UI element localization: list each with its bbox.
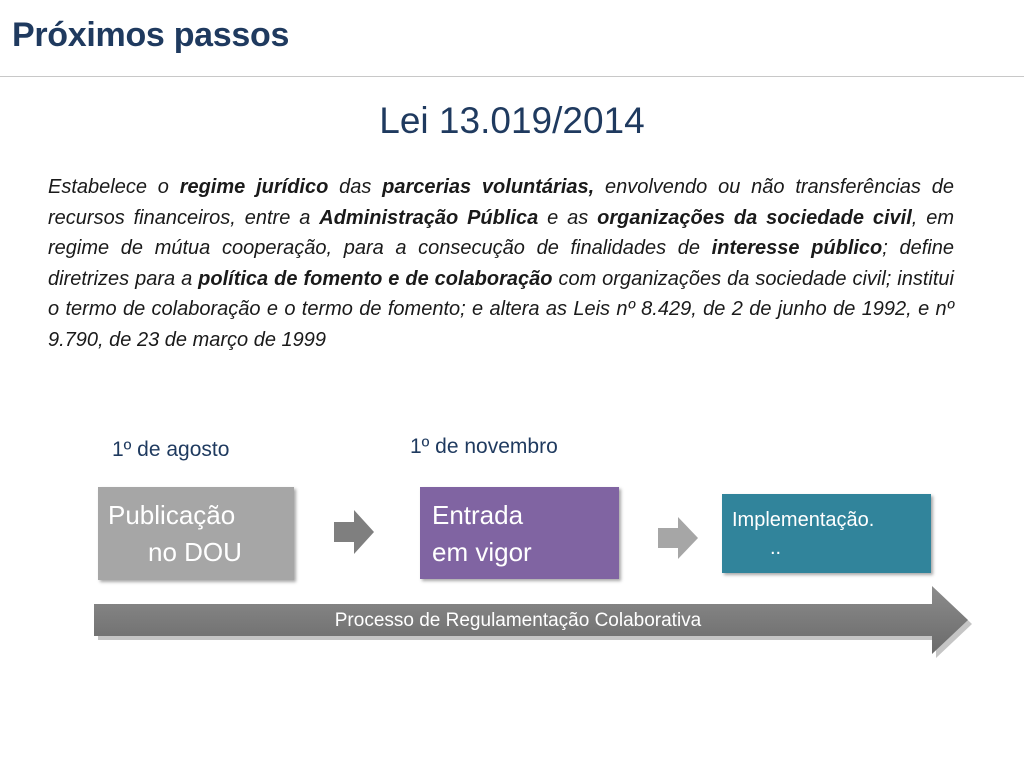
desc-seg: com organizações da sociedade civil; institui o termo de colaboração e o termo de fomento; e altera as Leis nº 8.429, de 2 de junho de 1992, e nº 9.790, de 23 de março de 1999 — [48, 267, 954, 351]
desc-seg-bold: Administração Pública — [319, 206, 539, 229]
desc-seg: das — [328, 176, 383, 198]
desc-seg: Estabelece o — [48, 176, 180, 198]
step-publication — [98, 487, 294, 580]
step-publication-line1: Publicação — [108, 500, 236, 530]
date-label-publication: 1º de agosto — [112, 438, 230, 461]
law-description — [48, 172, 954, 355]
desc-seg: , em regime de mútua cooperação, para a consecução de finalidades de — [48, 206, 955, 259]
law-title: Lei 13.019/2014 — [379, 100, 645, 141]
right-arrow-icon — [332, 508, 376, 556]
desc-seg-bold: interesse público — [711, 237, 883, 259]
page-title: Próximos passos — [12, 16, 290, 54]
desc-seg-bold: política de fomento e de colaboração — [198, 267, 553, 290]
process-label: Processo de Regulamentação Colaborativa — [334, 610, 702, 631]
step-implementation-line2: .. — [770, 537, 782, 559]
step-implementation-line1: Implementação. — [732, 509, 875, 531]
step-entry-into-force — [420, 487, 619, 579]
desc-seg-bold: parcerias voluntárias, — [382, 176, 595, 198]
step-entry-line2: em vigor — [432, 537, 532, 567]
step-entry-line1: Entrada — [432, 500, 524, 530]
step-implementation — [722, 494, 931, 573]
header-divider — [0, 76, 1024, 77]
date-label-effective: 1º de novembro — [410, 435, 558, 458]
desc-seg: ; define diretrizes para a — [48, 237, 954, 290]
desc-seg-bold: regime jurídico — [179, 176, 329, 198]
desc-seg: e as — [538, 206, 598, 229]
desc-seg: envolvendo ou não transferências de recursos financeiros, entre a — [48, 176, 954, 229]
desc-seg-bold: organizações da sociedade civil — [597, 206, 912, 229]
right-arrow-icon — [656, 515, 700, 561]
step-publication-line2: no DOU — [148, 537, 242, 567]
